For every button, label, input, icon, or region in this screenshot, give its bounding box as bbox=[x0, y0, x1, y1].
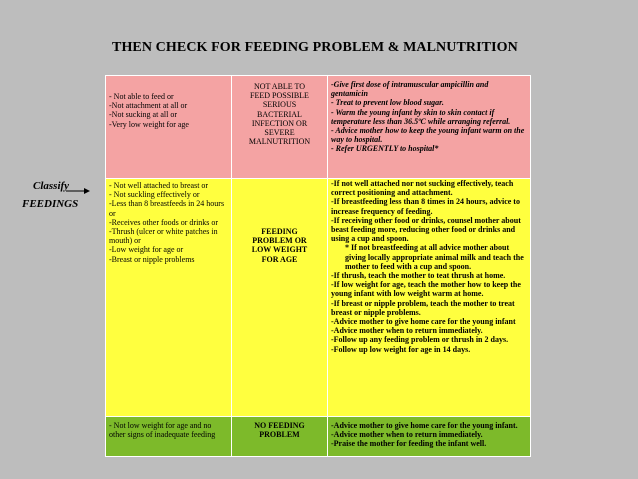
action-line: -If not well attached nor not sucking effectively, teach correct positioning and attachment. bbox=[331, 179, 514, 198]
sign-line: -Not sucking at all or bbox=[109, 110, 177, 120]
sign-line: -Breast or nipple problems bbox=[109, 254, 195, 264]
action-line: -If receiving other food or drinks, counsel mother about beast feeding more, reducing other food or drinks and using a cup and spoon. bbox=[331, 215, 521, 244]
action-line: -Advice mother to give home care for the young infant bbox=[331, 317, 516, 327]
classification-line: INFECTION OR bbox=[251, 118, 308, 128]
action-line: -Advice mother to give home care for the young infant. bbox=[331, 421, 518, 430]
page-title: THEN CHECK FOR FEEDING PROBLEM & MALNUTRITION bbox=[112, 40, 518, 55]
sign-line: -Very low weight for age bbox=[109, 119, 189, 129]
classification-line: NO FEEDING bbox=[254, 421, 305, 430]
classification-line: FEED POSSIBLE bbox=[250, 91, 309, 101]
action-line: -If breast or nipple problem, teach the mother to treat breast or nipple problems. bbox=[331, 298, 515, 317]
table-row-feeding-problem bbox=[106, 179, 531, 417]
classification-cell bbox=[232, 76, 328, 179]
classification-line: FOR AGE bbox=[261, 254, 298, 264]
classification-line: LOW WEIGHT bbox=[251, 245, 308, 255]
classification-line: PROBLEM OR bbox=[252, 236, 307, 246]
classification-line: PROBLEM bbox=[259, 430, 300, 440]
feedings-label: FEEDINGS bbox=[22, 198, 79, 210]
sign-line: -Thrush (ulcer or white patches in mouth) or bbox=[109, 227, 218, 246]
action-line: - Refer URGENTLY to hospital* bbox=[331, 144, 439, 154]
action-line: -Give first dose of intramuscular ampicillin and gentamicin bbox=[331, 80, 489, 99]
sign-line: -Receives other foods or drinks or bbox=[109, 217, 219, 227]
classification-cell bbox=[232, 179, 328, 417]
action-line: - Treat to prevent low blood sugar. bbox=[331, 98, 444, 108]
classify-label: Classify bbox=[33, 180, 70, 192]
action-line: -Follow up any feeding problem or thrush in 2 days. bbox=[331, 335, 509, 345]
action-line: -Advice mother when to return immediately. bbox=[331, 326, 483, 336]
action-line: -If breastfeeding less than 8 times in 24 hours, advice to increase frequency of feeding. bbox=[331, 197, 520, 216]
classification-line: BACTERIAL bbox=[257, 109, 302, 119]
sign-line: -Less than 8 breastfeeds in 24 hours or bbox=[109, 199, 225, 218]
signs-cell bbox=[106, 76, 232, 179]
table-row-no-problem bbox=[106, 417, 531, 457]
classification-table bbox=[105, 75, 531, 457]
sign-line: - Not able to feed or bbox=[109, 92, 174, 101]
actions-cell bbox=[328, 417, 531, 457]
actions-cell bbox=[328, 179, 531, 417]
sign-line: -Not attachment at all or bbox=[109, 101, 188, 111]
signs-cell bbox=[106, 179, 232, 417]
action-line: -Praise the mother for feeding the infant well. bbox=[331, 439, 487, 449]
sign-line: - Not low weight for age and no other signs of inadequate feeding bbox=[109, 421, 216, 440]
signs-cell bbox=[106, 417, 232, 457]
classification-line: NOT ABLE TO bbox=[253, 82, 306, 91]
action-line: * If not breastfeeding at all advice mother about giving locally appropriate animal milk and teach the mother to feed with a cup and spoon. bbox=[345, 243, 524, 271]
sign-line: - Not well attached to breast or bbox=[109, 181, 209, 190]
action-line: -If low weight for age, teach the mother how to keep the young infant with low weight warm at home. bbox=[331, 280, 521, 299]
sign-line: - Not suckling effectively or bbox=[109, 190, 200, 200]
action-line: -Advice mother when to return immediately. bbox=[331, 430, 483, 440]
classification-line: SEVERE bbox=[264, 128, 295, 138]
sign-line: -Low weight for age or bbox=[109, 245, 184, 255]
classification-line: FEEDING bbox=[261, 227, 298, 236]
action-line: -If thrush, teach the mother to teat thrush at home. bbox=[331, 271, 506, 281]
action-line: -Follow up low weight for age in 14 days. bbox=[331, 344, 471, 354]
action-line: - Warm the young infant by skin to skin contact if temperature less than 36.5ºC while arranging referral. bbox=[331, 107, 511, 126]
classification-line: MALNUTRITION bbox=[248, 137, 311, 147]
action-line: - Advice mother how to keep the young infant warm on the way to hospital. bbox=[331, 126, 525, 145]
actions-cell bbox=[328, 76, 531, 179]
table-row-severe bbox=[106, 76, 531, 179]
classification-line: SERIOUS bbox=[262, 100, 297, 110]
arrow-right-icon bbox=[66, 186, 90, 196]
classification-cell bbox=[232, 417, 328, 457]
